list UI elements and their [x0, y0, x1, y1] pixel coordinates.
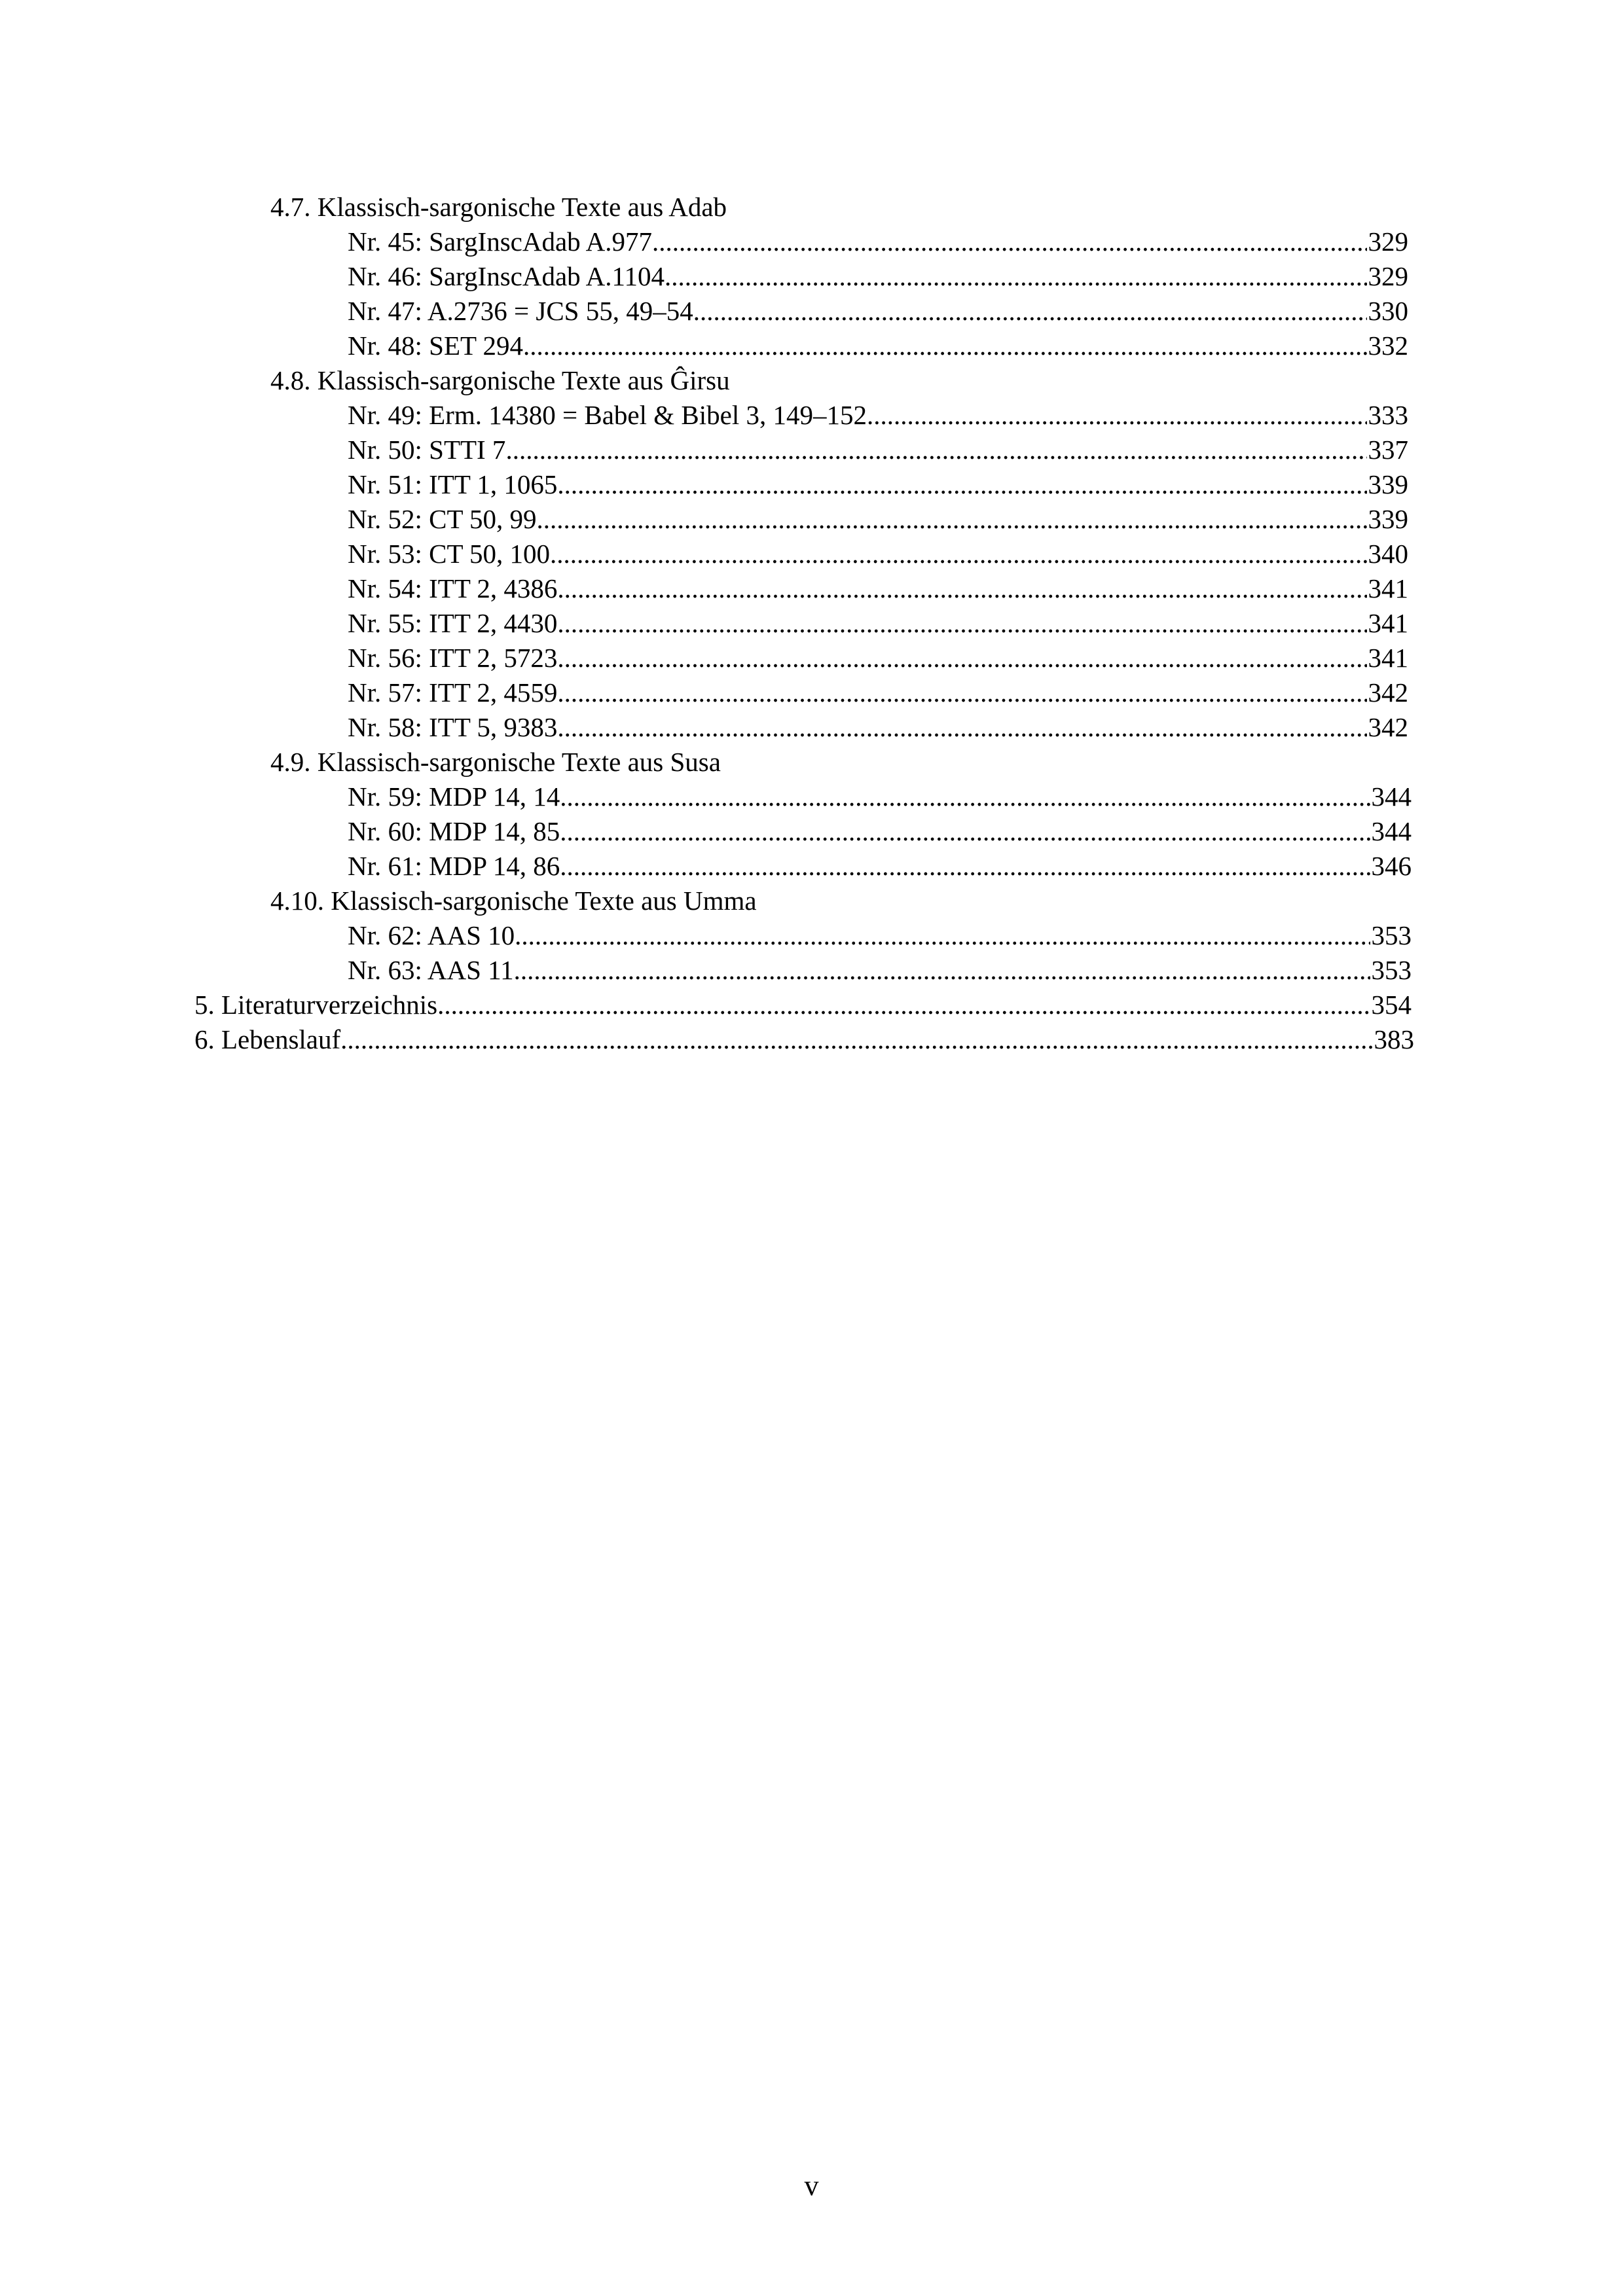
toc-dot-leader — [560, 849, 1370, 884]
toc-dot-leader — [557, 467, 1366, 502]
toc-entry[interactable] — [348, 537, 1408, 571]
toc-dot-leader — [693, 294, 1367, 329]
toc-entry-label: 5. Literaturverzeichnis — [194, 990, 438, 1020]
toc-entry-page: 329 — [1368, 261, 1408, 291]
toc-entry-page: 353 — [1371, 955, 1412, 985]
toc-dot-leader — [550, 537, 1366, 571]
toc-entry-page: 341 — [1368, 608, 1408, 638]
toc-dot-leader — [557, 571, 1366, 606]
toc-section-heading[interactable]: 4.10. Klassisch-sargonische Texte aus Umma — [270, 886, 757, 916]
toc-entry-label: Nr. 57: ITT 2, 4559 — [348, 677, 558, 708]
toc-dot-leader — [557, 606, 1366, 641]
toc-entry-label: 6. Lebenslauf — [194, 1024, 341, 1054]
toc-entry-page: 329 — [1368, 226, 1408, 257]
toc-dot-leader — [867, 398, 1367, 433]
toc-dot-leader — [514, 953, 1370, 988]
toc-entry[interactable] — [348, 641, 1408, 675]
toc-entry-page: 340 — [1368, 539, 1408, 569]
toc-section-heading[interactable]: 4.7. Klassisch-sargonische Texte aus Adab — [270, 192, 727, 222]
toc-entry-page: 332 — [1368, 331, 1408, 361]
toc-entry-label: Nr. 45: SargInscAdab A.977 — [348, 226, 653, 257]
toc-dot-leader — [557, 710, 1366, 745]
toc-chapter-entry[interactable] — [194, 988, 1412, 1022]
toc-entry[interactable] — [348, 294, 1408, 329]
toc-dot-leader — [437, 988, 1370, 1022]
toc-entry-page: 341 — [1368, 643, 1408, 673]
toc-entry-label: Nr. 48: SET 294 — [348, 331, 524, 361]
toc-entry-label: Nr. 51: ITT 1, 1065 — [348, 469, 558, 499]
toc-entry-page: 339 — [1368, 504, 1408, 534]
toc-dot-leader — [652, 224, 1366, 259]
toc-entry-page: 354 — [1371, 990, 1412, 1020]
toc-dot-leader — [515, 918, 1370, 953]
toc-entry-page: 333 — [1368, 400, 1408, 430]
toc-dot-leader — [505, 433, 1366, 467]
toc-entry[interactable] — [348, 953, 1412, 988]
toc-entry-label: Nr. 55: ITT 2, 4430 — [348, 608, 558, 638]
toc-entry-label: Nr. 61: MDP 14, 86 — [348, 851, 560, 881]
toc-dot-leader — [537, 502, 1367, 537]
toc-entry-label: Nr. 59: MDP 14, 14 — [348, 781, 560, 812]
page-number: v — [804, 2170, 819, 2202]
toc-entry[interactable] — [348, 849, 1412, 884]
toc-entry[interactable] — [348, 259, 1408, 294]
toc-entry-label: Nr. 58: ITT 5, 9383 — [348, 712, 558, 742]
toc-entry-page: 339 — [1368, 469, 1408, 499]
toc-entry-page: 346 — [1371, 851, 1412, 881]
toc-entry-page: 342 — [1368, 677, 1408, 708]
toc-section-heading[interactable]: 4.8. Klassisch-sargonische Texte aus Ĝirsu — [270, 365, 730, 395]
toc-entry-page: 337 — [1368, 435, 1408, 465]
toc-entry-page: 330 — [1368, 296, 1408, 326]
toc-dot-leader — [560, 780, 1370, 814]
toc-entry[interactable] — [348, 398, 1408, 433]
toc-entry-label: Nr. 46: SargInscAdab A.1104 — [348, 261, 665, 291]
toc-entry[interactable] — [348, 571, 1408, 606]
toc-entry[interactable] — [348, 329, 1408, 363]
toc-entry[interactable] — [348, 814, 1412, 849]
toc-chapter-entry[interactable] — [194, 1022, 1414, 1057]
toc-entry-label: Nr. 54: ITT 2, 4386 — [348, 573, 558, 603]
toc-entry-page: 344 — [1371, 816, 1412, 846]
toc-entry-label: Nr. 50: STTI 7 — [348, 435, 506, 465]
toc-entry-label: Nr. 47: A.2736 = JCS 55, 49–54 — [348, 296, 693, 326]
toc-entry-label: Nr. 49: Erm. 14380 = Babel & Bibel 3, 149–152 — [348, 400, 867, 430]
toc-entry-label: Nr. 56: ITT 2, 5723 — [348, 643, 558, 673]
toc-dot-leader — [560, 814, 1370, 849]
toc-entry-label: Nr. 60: MDP 14, 85 — [348, 816, 560, 846]
toc-entry-page: 383 — [1374, 1024, 1414, 1054]
toc-entry-page: 344 — [1371, 781, 1412, 812]
toc-dot-leader — [523, 329, 1366, 363]
toc-entry-page: 341 — [1368, 573, 1408, 603]
toc-dot-leader — [557, 675, 1366, 710]
toc-entry-label: Nr. 52: CT 50, 99 — [348, 504, 537, 534]
toc-entry-page: 342 — [1368, 712, 1408, 742]
toc-entry[interactable] — [348, 467, 1408, 502]
toc-section-heading[interactable]: 4.9. Klassisch-sargonische Texte aus Susa — [270, 747, 721, 777]
toc-entry-page: 353 — [1371, 920, 1412, 950]
toc-entry[interactable] — [348, 502, 1408, 537]
toc-entry-label: Nr. 53: CT 50, 100 — [348, 539, 551, 569]
toc-dot-leader — [557, 641, 1366, 675]
toc-dot-leader — [340, 1022, 1372, 1057]
toc-entry[interactable] — [348, 433, 1408, 467]
toc-entry[interactable] — [348, 606, 1408, 641]
toc-entry[interactable] — [348, 675, 1408, 710]
toc-entry[interactable] — [348, 224, 1408, 259]
toc-entry-label: Nr. 62: AAS 10 — [348, 920, 515, 950]
toc-dot-leader — [665, 259, 1367, 294]
toc-entry[interactable] — [348, 780, 1412, 814]
toc-entry[interactable] — [348, 918, 1412, 953]
toc-entry-label: Nr. 63: AAS 11 — [348, 955, 514, 985]
toc-entry[interactable] — [348, 710, 1408, 745]
